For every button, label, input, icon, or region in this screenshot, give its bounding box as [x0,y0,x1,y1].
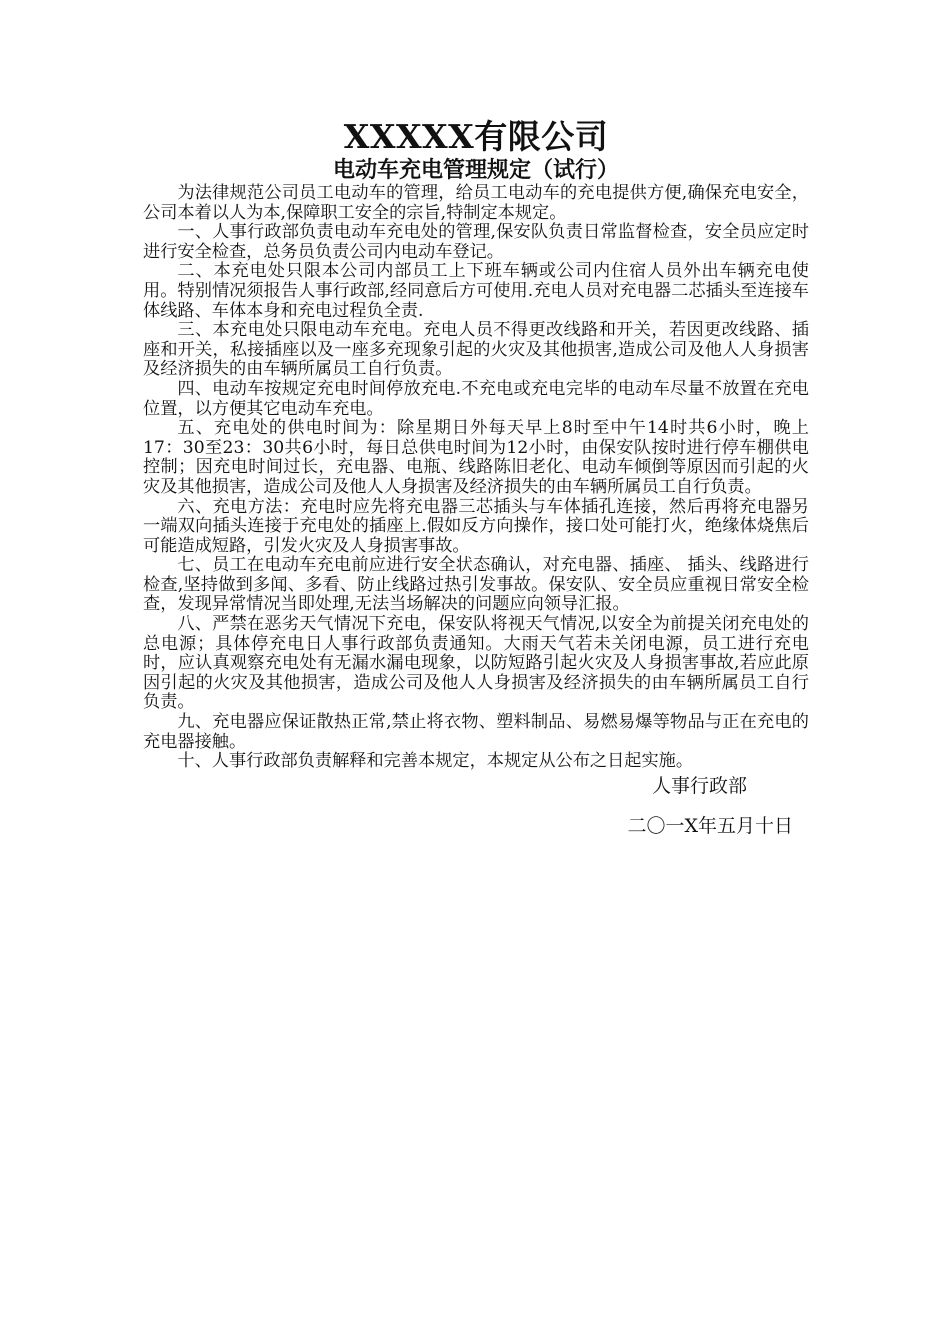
paragraph-7: 七、员工在电动车充电前应进行安全状态确认，对充电器、插座、 插头、线路进行检查,坚持做到多闻、多看、防止线路过热引发事故。保安队、安全员应重视日常安全检查，发现异常情况当即处理,无法当场解决的问题应向领导汇报。 [143,555,809,615]
paragraph-2: 二、本充电处只限本公司内部员工上下班车辆或公司内住宿人员外出车辆充电使用。特别情况须报告人事行政部,经同意后方可使用.充电人员对充电器二芯插头至连接车体线路、车体本身和充电过程负全责. [143,261,809,321]
issuer-signature: 人事行政部 [651,774,747,797]
paragraph-6: 六、充电方法：充电时应先将充电器三芯插头与车体插孔连接，然后再将充电器另一端双向插头连接于充电处的插座上.假如反方向操作，接口处可能打火，绝缘体烧焦后可能造成短路，引发火灾及人身损害事故。 [143,496,809,556]
document-body [143,184,809,772]
document-title: 电动车充电管理规定（试行） [332,157,619,183]
paragraph-9: 九、充电器应保证散热正常,禁止将衣物、塑料制品、易燃易爆等物品与正在充电的充电器接触。 [143,712,809,752]
document-page [143,118,809,838]
company-title: XXXXX有限公司 [343,117,609,156]
paragraph-5: 五、充电处的供电时间为：除星期日外每天早上8时至中午14时共6小时，晚上17：30至23：30共6小时，每日总供电时间为12小时，由保安队按时进行停车棚供电控制；因充电时间过长，充电器、电瓶、线路陈旧老化、电动车倾倒等原因而引起的火灾及其他损害，造成公司及他人人身损害及经济损失的由车辆所属员工自行负责。 [143,418,809,497]
paragraph-3: 三、本充电处只限电动车充电。充电人员不得更改线路和开关，若因更改线路、插座和开关，私接插座以及一座多充现象引起的火灾及其他损害,造成公司及他人人身损害及经济损失的由车辆所属员工自行负责。 [143,320,809,380]
paragraph-10: 十、人事行政部负责解释和完善本规定，本规定从公布之日起实施。 [177,751,694,772]
paragraph-intro: 为法律规范公司员工电动车的管理，给员工电动车的充电提供方便,确保充电安全，公司本着以人为本,保障职工安全的宗旨,特制定本规定。 [143,183,809,223]
paragraph-8: 八、严禁在恶劣天气情况下充电，保安队将视天气情况,以安全为前提关闭充电处的总电源；具体停充电日人事行政部负责通知。大雨天气若未关闭电源，员工进行充电时，应认真观察充电处有无漏水漏电现象，以防短路引起火灾及人身损害事故,若应此原因引起的火灾及其他损害，造成公司及他人人身损害及经济损失的由车辆所属员工自行负责。 [143,614,809,713]
issue-date: 二〇一X年五月十日 [627,814,793,837]
paragraph-4: 四、电动车按规定充电时间停放充电.不充电或充电完毕的电动车尽量不放置在充电位置，以方便其它电动车充电。 [143,378,809,419]
paragraph-1: 一、人事行政部负责电动车充电处的管理,保安队负责日常监督检查，安全员应定时进行安全检查，总务员负责公司内电动车登记。 [143,222,809,262]
